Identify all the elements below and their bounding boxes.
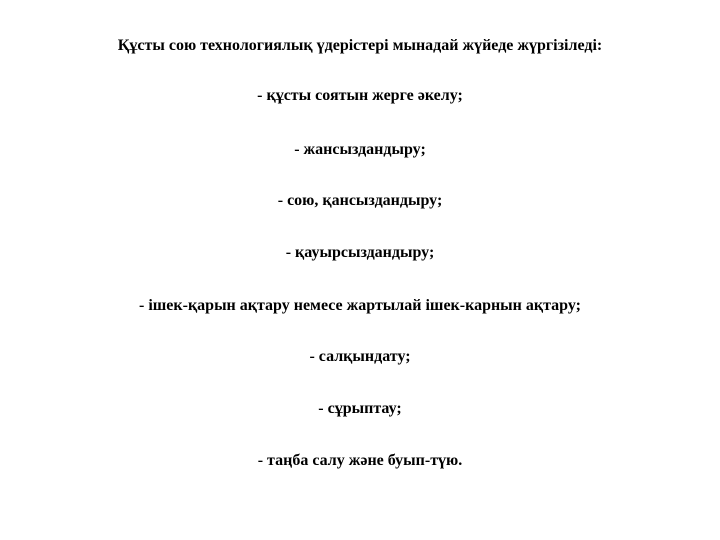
process-step-labeling-packing: - таңба салу және буып-түю. xyxy=(257,452,463,469)
process-step-chilling: - салқындату; xyxy=(309,348,411,365)
process-step-sorting: - сұрыптау; xyxy=(318,400,402,417)
process-step-evisceration: - ішек-қарын ақтару немесе жартылай ішек-карнын ақтару; xyxy=(139,297,581,314)
document-title: Құсты сою технологиялық үдерістері мынадай жүйеде жүргізіледі: xyxy=(117,37,603,54)
process-step-delivery: - құсты соятын жерге әкелу; xyxy=(257,87,463,104)
process-step-defeathering: - қауырсыздандыру; xyxy=(285,244,435,261)
process-step-stunning: - жансыздандыру; xyxy=(294,141,426,158)
process-step-slaughter-bleeding: - сою, қансыздандыру; xyxy=(277,192,443,209)
